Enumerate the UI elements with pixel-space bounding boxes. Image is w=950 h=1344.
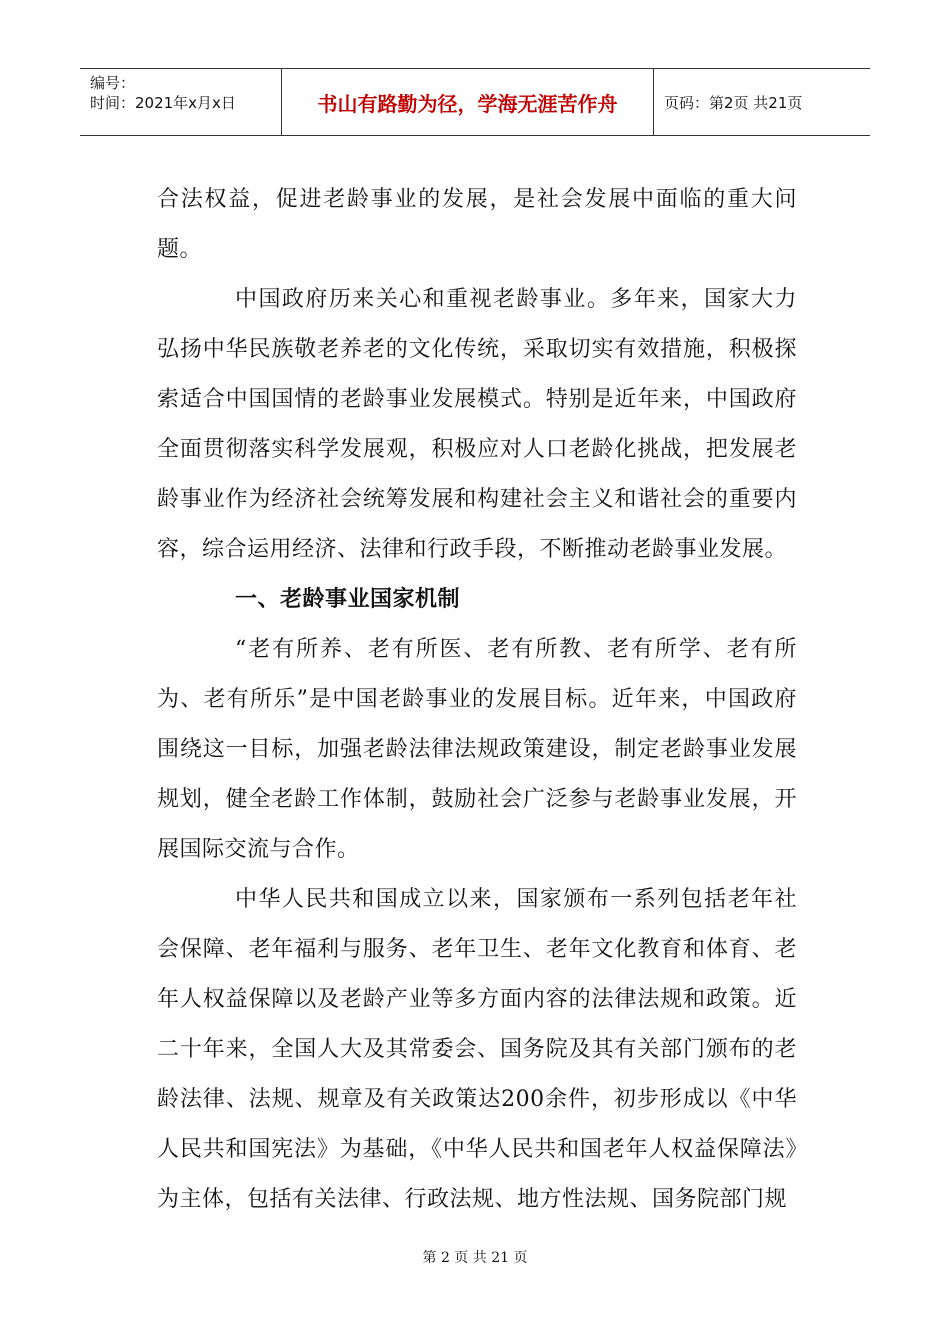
number-label: 编号： (90, 74, 136, 92)
header-page-info: 页码：第2页 共21页 (664, 93, 803, 112)
paragraph-continuation: 合法权益，促进老龄事业的发展，是社会发展中面临的重大问题。 (157, 187, 797, 262)
header-motto: 书山有路勤为径，学海无涯苦作舟 (282, 69, 654, 135)
section-heading: 一、老龄事业国家机制 (235, 587, 461, 612)
paragraph: 中国政府历来关心和重视老龄事业。多年来，国家大力弘扬中华民族敬老养老的文化传统，采取切实有效措施，积极探索适合中国国情的老龄事业发展模式。特别是近年来，中国政府全面贯彻落实科学发展观，积极应对人口老龄化挑战，把发展老龄事业作为经济社会统筹发展和构建社会主义和谐社会的重要内容，综合运用经济、法律和行政手段，不断推动老龄事业发展。 (157, 287, 797, 562)
paragraph: 中华人民共和国成立以来，国家颁布一系列包括老年社会保障、老年福利与服务、老年卫生、老年文化教育和体育、老年人权益保障以及老龄产业等多方面内容的法律法规和政策。近二十年来，全国人大及其常委会、国务院及其有关部门颁布的老龄法律、法规、规章及有关政策达200余件，初步形成以《中华人民共和国宪法》为基础，《中华人民共和国老年人权益保障法》为主体，包括有关法律、行政法规、地方性法规、国务院部门规 (157, 887, 797, 1212)
document-header (80, 68, 870, 136)
document-body (157, 175, 797, 1225)
header-meta-cell (80, 69, 282, 135)
time-label: 时间：2021年x月x日 (90, 94, 236, 112)
paragraph: “老有所养、老有所医、老有所教、老有所学、老有所为、老有所乐”是中国老龄事业的发展目标。近年来，中国政府围绕这一目标，加强老龄法律法规政策建设，制定老龄事业发展规划，健全老龄工作体制，鼓励社会广泛参与老龄事业发展，开展国际交流与合作。 (157, 637, 797, 862)
page-footer: 第 2 页 共 21 页 (422, 1250, 528, 1266)
